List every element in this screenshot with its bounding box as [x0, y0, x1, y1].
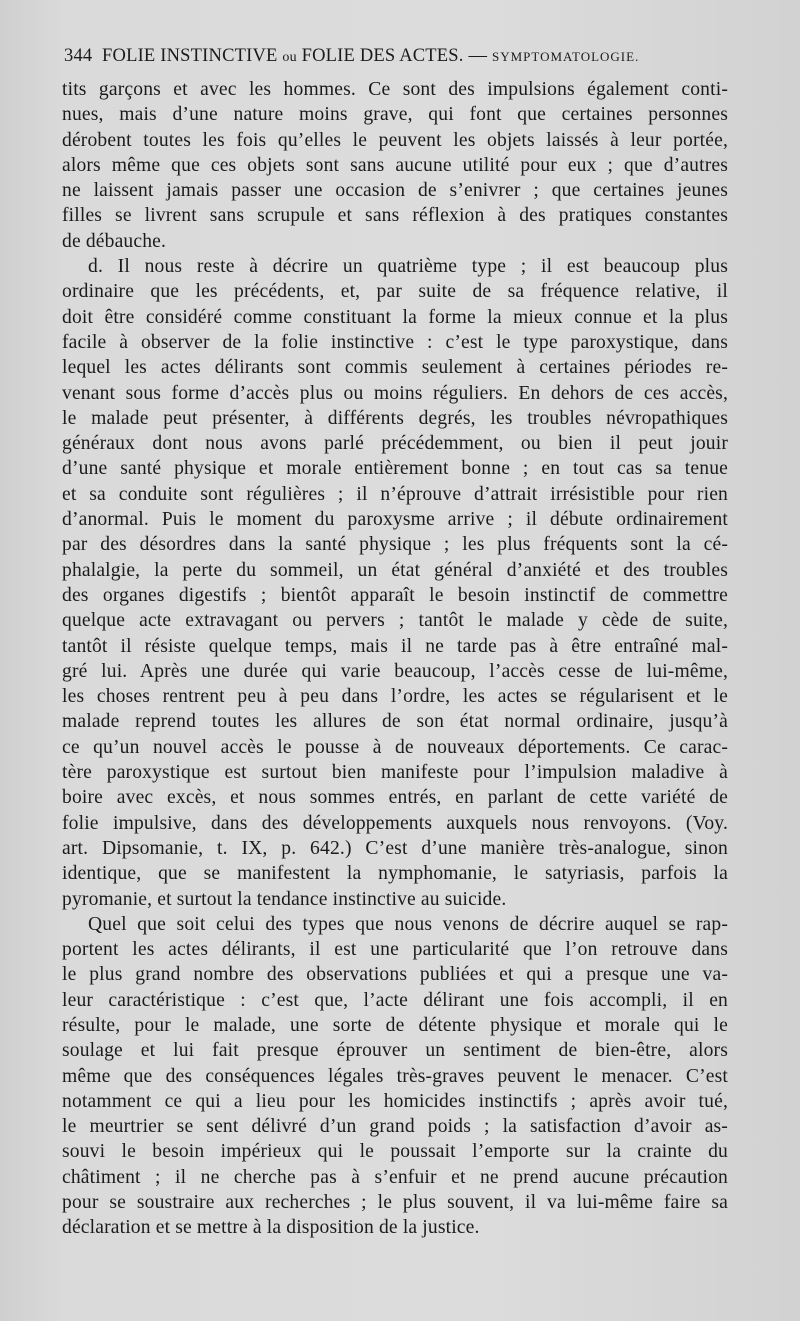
- text-line: venant sous forme d’accès plus ou moins réguliers. En dehors de ces accès,: [62, 382, 728, 404]
- text-line: par des désordres dans la santé physique ; les plus fréquents sont la cé-: [62, 534, 728, 556]
- text-line: leur caractéristique : c’est que, l’acte délirant une fois accompli, il en: [62, 989, 728, 1011]
- text-line: résulte, pour le malade, une sorte de détente physique et morale qui le: [62, 1014, 728, 1036]
- text-line: ne laissent jamais passer une occasion de s’enivrer ; que certaines jeunes: [62, 180, 728, 202]
- text-line: et sa conduite sont régulières ; il n’éprouve d’attrait irrésistible pour rien: [62, 483, 728, 505]
- text-line: généraux dont nous avons parlé précédemment, ou bien il peut jouir: [62, 433, 728, 455]
- text-line: phalalgie, la perte du sommeil, un état général d’anxiété et des troubles: [62, 559, 728, 581]
- text-line: gré lui. Après une durée qui varie beaucoup, l’accès cesse de lui-même,: [62, 660, 728, 682]
- text-line: pour se soustraire aux recherches ; le plus souvent, il va lui-même faire sa: [62, 1192, 728, 1214]
- text-line: portent les actes délirants, il est une particularité que l’on retrouve dans: [62, 939, 728, 961]
- text-line: doit être considéré comme constituant la forme la mieux connue et la plus: [62, 306, 728, 328]
- text-line: d. Il nous reste à décrire un quatrième type ; il est beaucoup plus: [88, 256, 728, 278]
- text-line: le malade peut présenter, à différents degrés, les troubles névropathiques: [62, 407, 728, 429]
- header-dash: —: [468, 46, 488, 66]
- text-line: déclaration et se mettre à la disposition de la justice.: [62, 1217, 480, 1239]
- text-line: le meurtrier se sent délivré d’un grand poids ; la satisfaction d’avoir as-: [62, 1116, 728, 1138]
- text-line: ce qu’un nouvel accès le pousse à de nouveaux déportements. Ce carac-: [62, 736, 728, 758]
- text-line: notamment ce qui a lieu pour les homicides instinctifs ; après avoir tué,: [62, 1090, 728, 1112]
- text-line: tits garçons et avec les hommes. Ce sont des impulsions également conti-: [62, 79, 728, 100]
- text-line: identique, que se manifestent la nymphomanie, le satyriasis, parfois la: [62, 863, 728, 885]
- text-line: art. Dipsomanie, t. IX, p. 642.) C’est d’une manière très-analogue, sinon: [62, 837, 728, 859]
- header-title-part1: FOLIE INSTINCTIVE: [102, 46, 278, 66]
- running-header: [64, 46, 714, 67]
- text-line: des organes digestifs ; bientôt apparaît le besoin instinctif de commettre: [62, 584, 728, 606]
- text-line: malade reprend toutes les allures de son état normal ordinaire, jusqu’à: [62, 711, 728, 733]
- text-line: tère paroxystique est surtout bien manifeste pour l’impulsion maladive à: [62, 762, 728, 784]
- text-line: le plus grand nombre des observations publiées et qui a presque une va-: [62, 964, 728, 986]
- text-line: pyromanie, et surtout la tendance instinctive au suicide.: [62, 888, 507, 910]
- header-title-ou: ou: [282, 50, 297, 65]
- text-line: facile à observer de la folie instinctive : c’est le type paroxystique, dans: [62, 331, 728, 353]
- text-line: nues, mais d’une nature moins grave, qui font que certaines personnes: [62, 104, 728, 126]
- page-number: 344: [64, 46, 93, 66]
- text-line: tantôt il résiste quelque temps, mais il ne tarde pas à être entraîné mal-: [62, 635, 728, 657]
- text-line: filles se livrent sans scrupule et sans réflexion à des pratiques constantes: [62, 205, 728, 227]
- text-line: d’anormal. Puis le moment du paroxysme arrive ; il débute ordinairement: [62, 509, 728, 531]
- text-line: les choses rentrent peu à peu dans l’ordre, les actes se régularisent et le: [62, 686, 728, 708]
- body-text: [62, 77, 728, 1241]
- text-line: de débauche.: [62, 230, 167, 252]
- header-section: SYMPTOMATOLOGIE.: [491, 49, 640, 64]
- text-line: folie impulsive, dans des développements auxquels nous renvoyons. (Voy.: [62, 812, 728, 834]
- text-line: d’une santé physique et morale entièrement bonne ; en tout cas sa tenue: [62, 458, 728, 480]
- text-line: boire avec excès, et nous sommes entrés, en parlant de cette variété de: [62, 787, 728, 809]
- text-line: soulage et lui fait presque éprouver un sentiment de bien-être, alors: [62, 1040, 728, 1062]
- text-line: ordinaire que les précédents, et, par suite de sa fréquence relative, il: [62, 281, 728, 303]
- text-line: souvi le besoin impérieux qui le poussait l’emporte sur la crainte du: [62, 1141, 728, 1163]
- text-line: alors même que ces objets sont sans aucune utilité pour eux ; que d’autres: [62, 154, 728, 176]
- text-line: Quel que soit celui des types que nous venons de décrire auquel se rap-: [88, 913, 728, 935]
- text-line: lequel les actes délirants sont commis seulement à certaines périodes re-: [62, 357, 728, 379]
- text-line: même que des conséquences légales très-graves peuvent le menacer. C’est: [62, 1065, 728, 1087]
- text-line: châtiment ; il ne cherche pas à s’enfuir et ne prend aucune précaution: [62, 1166, 728, 1188]
- text-line: quelque acte extravagant ou pervers ; tantôt le malade y cède de suite,: [62, 610, 728, 632]
- text-line: dérobent toutes les fois qu’elles le peuvent les objets laissés à leur portée,: [62, 129, 728, 151]
- header-title-part2: FOLIE DES ACTES.: [301, 46, 464, 66]
